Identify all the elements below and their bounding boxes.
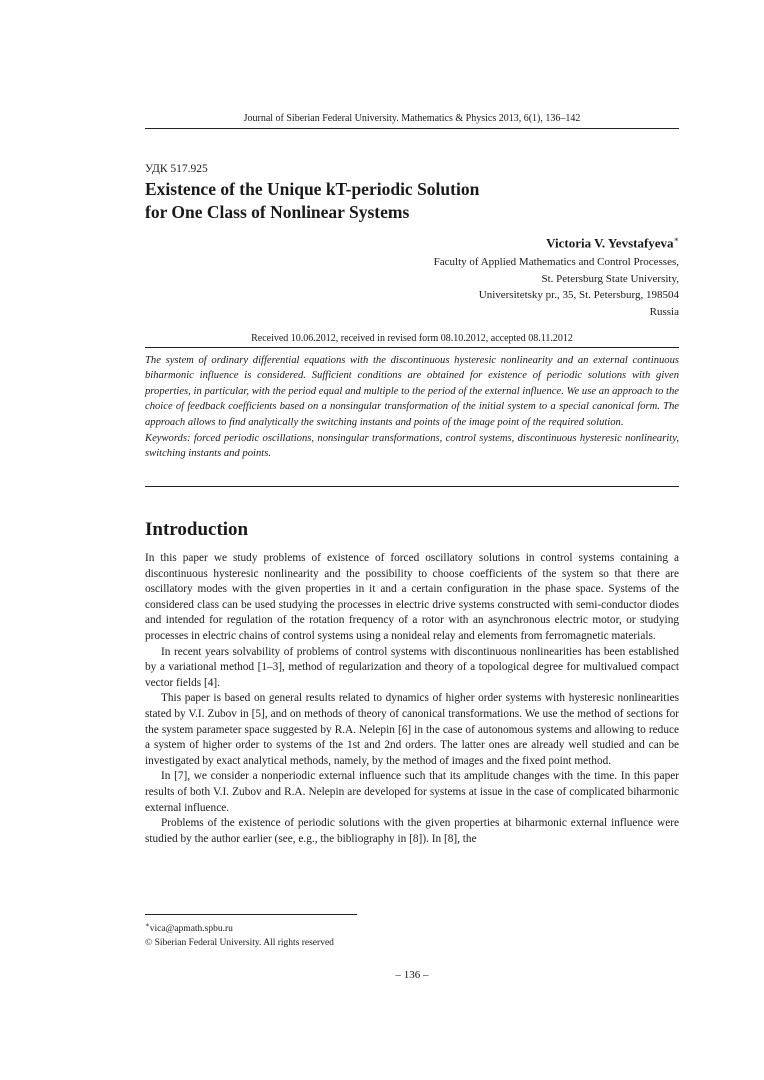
- section-heading-introduction: Introduction: [145, 519, 249, 540]
- body-paragraph: In recent years solvability of problems of control systems with discontinuous nonlinearities has been established by a variational method [1–3], method of regularization and theory of a topological degree for multivalued compact vector fields [4].: [145, 645, 679, 689]
- paper-page: [145, 0, 679, 1080]
- header-rule: [145, 128, 679, 129]
- affiliation: [434, 254, 679, 320]
- author-footnote-mark: ∗: [673, 235, 679, 244]
- affiliation-line: St. Petersburg State University,: [541, 272, 679, 285]
- page-number: – 136 –: [395, 969, 429, 981]
- abstract: The system of ordinary differential equations with the discontinuous hysteresic nonlinearity and an external continuous biharmonic influence is considered. Sufficient conditions are obtained for existence of periodic solutions with given properties, in particular, with the period equal and multiple to the period of the external influence. We use an approach to the choice of feedback coefficients based on a nonsingular transformation of the initial system to a special canonical form. The approach allows to find analytically the switching instants and points of the image point of the required solution.: [145, 355, 679, 428]
- body-paragraph: In this paper we study problems of existence of forced oscillatory solutions in control systems containing a discontinuous hysteresic nonlinearity and the possibility to choose coefficients of the system so that there are oscillatory modes with the given properties in it and a certain configuration in the phase space. Systems of the considered class can be used studying the processes in electric drive systems constructed with semi-conductor diodes and intended for regulation of the rotation frequency of a rotor with an asynchronous electric motor, or studying processes in electric chains of control systems using a nonideal relay and elements from ferromagnetic materials.: [145, 552, 679, 642]
- title-line-1: Existence of the Unique kT-periodic Solution: [145, 179, 480, 199]
- keywords: Keywords: forced periodic oscillations, nonsingular transformations, control systems, discontinuous hysteresic nonlinearity, switching instants and points.: [145, 433, 679, 460]
- received-dates: Received 10.06.2012, received in revised form 08.10.2012, accepted 08.11.2012: [251, 333, 573, 344]
- abstract-bottom-rule: [145, 486, 679, 487]
- author-email: vica@apmath.spbu.ru: [149, 924, 233, 935]
- footnotes: [145, 918, 334, 950]
- affiliation-line: Universitetsky pr., 35, St. Petersburg, 198504: [478, 289, 679, 301]
- running-head: Journal of Siberian Federal University. Mathematics & Physics 2013, 6(1), 136–142: [243, 113, 581, 124]
- udk-code: УДК 517.925: [145, 163, 208, 175]
- article-title: [145, 178, 679, 224]
- footnote-mark: ∗: [145, 921, 150, 929]
- author-name: Victoria V. Yevstafyeva: [546, 235, 674, 251]
- abstract-top-rule: [145, 347, 679, 348]
- body-paragraph: Problems of the existence of periodic solutions with the given properties at biharmonic external influence were studied by the author earlier (see, e.g., the bibliography in [8]). In [8], the: [145, 817, 679, 845]
- body-paragraph: This paper is based on general results related to dynamics of higher order systems with hysteresic nonlinearities stated by V.I. Zubov in [5], and on methods of theory of canonical transformations. We use the method of sections for the system parameter space suggested by R.A. Nelepin [6] in the case of autonomous systems and allowing to reduce a system of higher order to systems of the 1st and 2nd orders. The latter ones are already well studied and can be investigated by exact analytical methods, namely, by the method of images and the fixed point method.: [145, 692, 679, 767]
- introduction-body: [145, 551, 679, 847]
- affiliation-country: Russia: [649, 305, 679, 318]
- title-line-2: for One Class of Nonlinear Systems: [145, 202, 410, 222]
- body-paragraph: In [7], we consider a nonperiodic external influence such that its amplitude changes with the time. In this paper results of both V.I. Zubov and R.A. Nelepin are developed for systems at issue in the case of complicated biharmonic external influence.: [145, 770, 679, 814]
- footnote-email: [145, 918, 334, 936]
- author: [546, 235, 679, 251]
- affiliation-line: Faculty of Applied Mathematics and Control Processes,: [433, 256, 679, 268]
- copyright-notice: © Siberian Federal University. All rights reserved: [145, 938, 334, 949]
- footnote-rule: [145, 914, 357, 915]
